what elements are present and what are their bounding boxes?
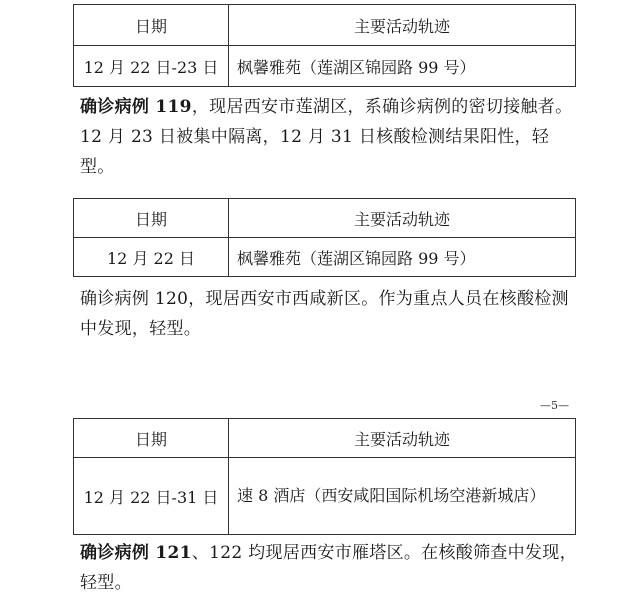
table-cell-track: 枫馨雅苑（莲湖区锦园路 99 号） <box>237 57 476 77</box>
table-cell-track: 枫馨雅苑（莲湖区锦园路 99 号） <box>237 248 476 268</box>
table-header-date: 日期 <box>74 5 229 45</box>
table-header-date: 日期 <box>74 419 229 457</box>
table-header-track: 主要活动轨迹 <box>353 16 450 36</box>
case-120-text: 确诊病例 120，现居西安市西咸新区。作为重点人员在核酸检测中发现，轻型。 <box>80 289 569 339</box>
case-120-paragraph <box>80 284 580 344</box>
table-cell-date: 12 月 22 日-31 日 <box>74 458 229 534</box>
case-121-text: 、122 均现居西安市雁塔区。在核酸筛查中发现，轻型。 <box>80 543 577 593</box>
case-119-text: ，现居西安市莲湖区，系确诊病例的密切接触者。12 月 23 日被集中隔离，12 月 31 日核酸检测结果阳性，轻型。 <box>80 97 573 177</box>
activity-table-1 <box>73 4 576 87</box>
table-header-date: 日期 <box>74 199 229 237</box>
table-header-track: 主要活动轨迹 <box>353 209 450 229</box>
case-121-label: 确诊病例 121 <box>80 543 192 563</box>
case-121-paragraph <box>80 538 580 598</box>
case-119-label: 确诊病例 119 <box>80 97 192 117</box>
table-cell-date: 12 月 22 日-23 日 <box>74 46 229 86</box>
table-header-track: 主要活动轨迹 <box>353 429 450 449</box>
activity-table-3 <box>73 418 576 535</box>
table-cell-date: 12 月 22 日 <box>74 238 229 276</box>
case-119-paragraph <box>80 92 580 182</box>
page-number: —5— <box>540 399 569 412</box>
table-cell-track: 速 8 酒店（西安咸阳国际机场空港新城店） <box>237 486 546 505</box>
activity-table-2 <box>73 198 576 277</box>
